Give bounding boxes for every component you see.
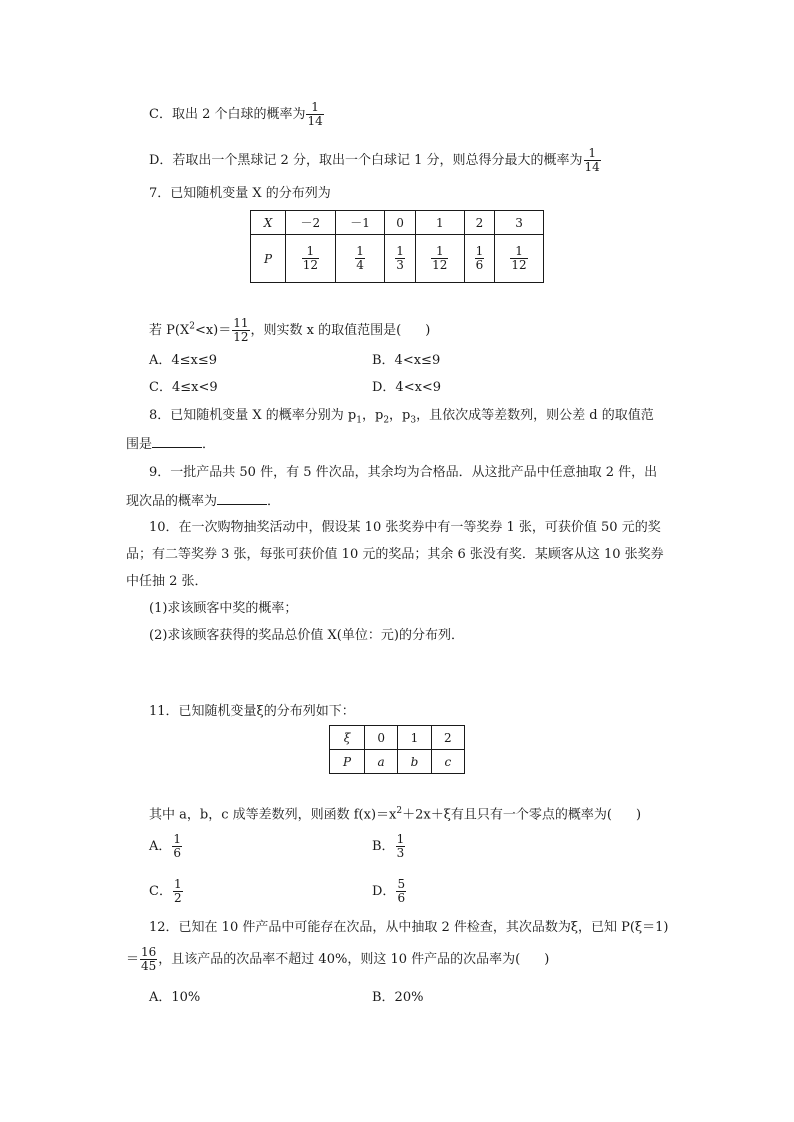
q7-x-cell: 2 [464,211,494,235]
q6-option-d [149,147,602,174]
q7-p-label: P [251,235,286,283]
q11-p-cell: c [431,750,464,774]
q10-line-3: 中任抽 2 张． [126,574,208,589]
q11-p-row [330,750,465,774]
q7-option-c: C．4≤x<9 [149,380,218,395]
q8-line-2: 围是 ． [126,437,216,452]
q10-sub-1: (1)求该顾客中奖的概率； [149,601,298,616]
q8-line-1: 8．已知随机变量 X 的概率分别为 $p_1$，$p_2$，$p_3$，且依次成等差数列，则公差 d 的取值范 [149,408,654,426]
q11-x-cell: 2 [431,726,464,750]
q12-option-b: B．20% [372,990,424,1005]
q10-line-1: 10．在一次购物抽奖活动中，假设某 10 张奖券中有一等奖券 1 张，可获价值 50 元的奖 [149,520,661,535]
q9-line-1: 9．一批产品共 50 件，有 5 件次品，其余均为合格品．从这批产品中任意抽取 2 件，出 [149,465,658,480]
q7-x-row [251,211,544,235]
q11-x-row [330,726,465,750]
q11-p-label: P [330,750,365,774]
q11-option-b: B． $\frac{1}{3}$ [372,832,405,860]
q6-option-d-text: D．若取出一个黑球记 2 分，取出一个白球记 1 分，则总得分最大的概率为 [149,153,583,168]
q7-p-cell: $\frac{1}{4}$ [335,235,385,283]
q7-p-cell: $\frac{1}{12}$ [495,235,544,283]
q11-option-d: D． $\frac{5}{6}$ [372,877,406,905]
q11-distribution-table [329,725,465,774]
q11-stem: 11．已知随机变量ξ的分布列如下： [149,704,355,719]
q7-p-cell: $\frac{1}{6}$ [464,235,494,283]
q8-answer-blank[interactable] [152,435,202,448]
q7-condition: 若 $P(X^2<x)=$ $\frac{11}{12}$ ，则实数 x 的取值范围是( ) [149,316,431,344]
q12-option-a: A．10% [149,990,201,1005]
q11-option-a: A． $\frac{1}{6}$ [149,832,182,860]
q11-x-label: ξ [330,726,365,750]
q7-p-cell: $\frac{1}{3}$ [385,235,415,283]
q7-x-cell: 3 [495,211,544,235]
q7-option-b: B．4<x≤9 [372,353,441,368]
q11-option-c: C． $\frac{1}{2}$ [149,877,182,905]
q12-line-1: 12．已知在 10 件产品中可能存在次品，从中抽取 2 件检查，其次品数为ξ，已知 P(ξ＝1) [149,920,669,935]
q11-condition: 其中 a，b，c 成等差数列，则函数 $f(x)=x^2+2x+\xi$有且只有一个零点的概率为( ) [149,806,642,823]
q7-option-a: A．4≤x≤9 [149,353,218,368]
q11-x-cell: 0 [365,726,398,750]
q6-option-c-fraction: $\frac{1}{14}$ [307,100,323,128]
q7-p-cell: $\frac{1}{12}$ [415,235,464,283]
q7-x-cell: －2 [286,211,336,235]
q7-x-label: X [251,211,286,235]
q9-line-2: 现次品的概率为 ． [126,494,281,509]
q6-option-c-text: C．取出 2 个白球的概率为 [149,107,306,122]
q6-option-d-fraction: $\frac{1}{14}$ [584,146,600,174]
q7-option-d: D．4<x<9 [372,380,442,395]
q7-condition-fraction: $\frac{11}{12}$ [233,316,249,344]
q7-x-cell: －1 [335,211,385,235]
q7-stem: 7．已知随机变量 X 的分布列为 [149,186,331,201]
q11-p-cell: b [398,750,431,774]
q7-p-row [251,235,544,283]
q7-distribution-table [250,210,544,283]
q7-x-cell: 0 [385,211,415,235]
q12-line-2: ＝ $\frac{16}{45}$ ，且该产品的次品率不超过 40%，则这 10 件产品的次品率为( ) [126,945,550,973]
q10-sub-2: (2)求该顾客获得的奖品总价值 X(单位：元)的分布列． [149,628,464,643]
q7-x-cell: 1 [415,211,464,235]
q6-option-c [149,101,325,128]
q11-x-cell: 1 [398,726,431,750]
q11-p-cell: a [365,750,398,774]
q7-p-cell: $\frac{1}{12}$ [286,235,336,283]
q10-line-2: 品；有二等奖券 3 张，每张可获价值 10 元的奖品；其余 6 张没有奖．某顾客从这 10 张奖券 [126,547,664,562]
q9-answer-blank[interactable] [217,492,267,505]
